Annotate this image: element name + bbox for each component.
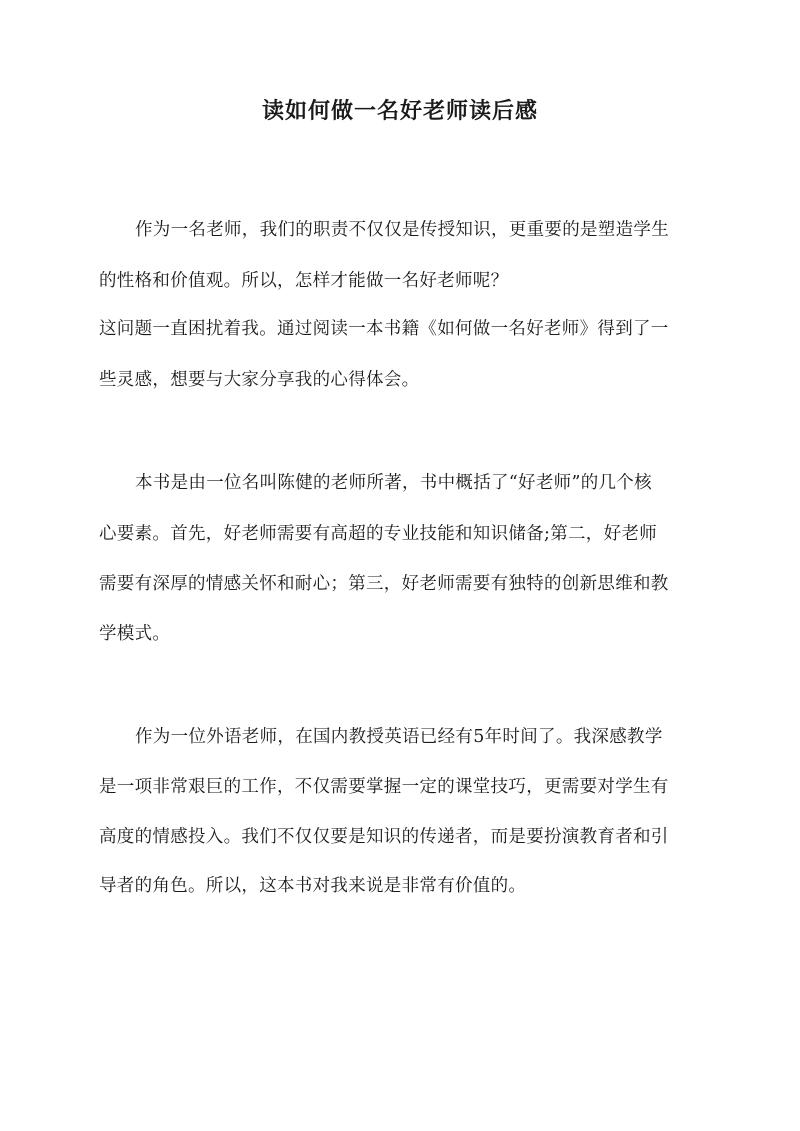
paragraph-3-line-2: 是一项非常艰巨的工作，不仅需要掌握一定的课堂技巧，更需要对学生有 bbox=[99, 777, 669, 797]
paragraph-3-line-3: 高度的情感投入。我们不仅仅要是知识的传递者，而是要扮演教育者和引 bbox=[99, 827, 669, 847]
paragraph-1-line-3: 这问题一直困扰着我。通过阅读一本书籍《如何做一名好老师》得到了一 bbox=[99, 319, 669, 339]
paragraph-3-line-1: 作为一位外语老师，在国内教授英语已经有5年时间了。我深感教学 bbox=[135, 727, 663, 747]
paragraph-1-line-4: 些灵感，想要与大家分享我的心得体会。 bbox=[99, 370, 420, 390]
paragraph-1-line-1: 作为一名老师，我们的职责不仅仅是传授知识，更重要的是塑造学生 bbox=[135, 220, 669, 240]
page-title: 读如何做一名好老师读后感 bbox=[261, 98, 538, 124]
paragraph-1-line-2: 的性格和价值观。所以，怎样才能做一名好老师呢？ bbox=[99, 271, 509, 291]
paragraph-3-line-4: 导者的角色。所以，这本书对我来说是非常有价值的。 bbox=[99, 876, 527, 896]
paragraph-2-line-3: 需要有深厚的情感关怀和耐心；第三，好老师需要有独特的创新思维和教 bbox=[99, 574, 669, 594]
paragraph-2-line-2: 心要素。首先，好老师需要有高超的专业技能和知识储备;第二，好老师 bbox=[99, 524, 657, 544]
paragraph-2-line-4: 学模式。 bbox=[99, 624, 171, 644]
paragraph-2-line-1: 本书是由一位名叫陈健的老师所著，书中概括了“好老师”的几个核 bbox=[135, 473, 652, 493]
